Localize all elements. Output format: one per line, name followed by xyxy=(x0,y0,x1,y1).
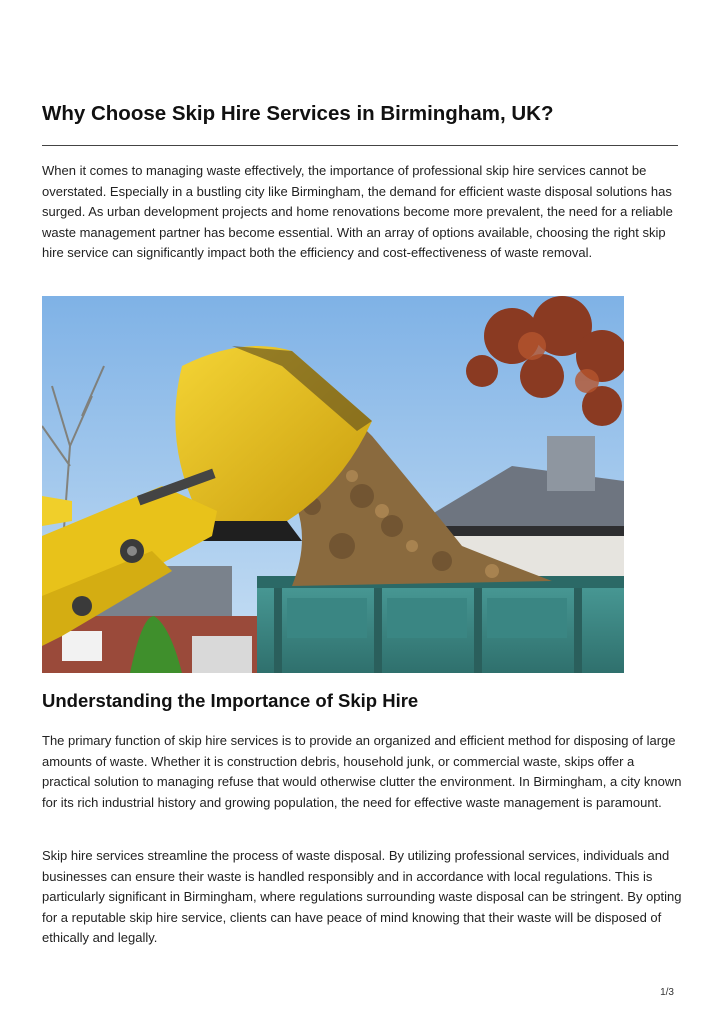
excavator-bucket-dumping-leaves-into-skip-icon xyxy=(42,296,624,673)
page-number: 1/3 xyxy=(660,987,674,998)
section-paragraph-2: Skip hire services streamline the process of waste disposal. By utilizing professional services, individuals and businesses can ensure their waste is handled responsibly and in accordance with local regulations. This is particularly significant in Birmingham, where regulations surrounding waste disposal can be stringent. By opting for a reputable skip hire service, clients can have peace of mind knowing that their waste will be disposed of ethically and legally. xyxy=(42,848,682,946)
intro-paragraph: When it comes to managing waste effectively, the importance of professional skip hire services cannot be overstated. Especially in a bustling city like Birmingham, the demand for efficient waste disposal solutions has surged. As urban development projects and home renovations become more prevalent, the need for a reliable waste management partner has become essential. With an array of options available, choosing the right skip hire service can significantly impact both the efficiency and cost-effectiveness of waste removal. xyxy=(42,163,673,261)
title-divider xyxy=(42,145,678,146)
page-title: Why Choose Skip Hire Services in Birmingham, UK? xyxy=(42,102,554,125)
skip-hire-photo xyxy=(42,296,624,673)
section-heading: Understanding the Importance of Skip Hire xyxy=(42,690,419,711)
section-paragraph-1: The primary function of skip hire services is to provide an organized and efficient method for disposing of large amounts of waste. Whether it is construction debris, household junk, or commercial waste, skips offer a practical solution to managing refuse that would otherwise clutter the environment. In Birmingham, a city known for its rich industrial history and growing population, the need for effective waste management is paramount. xyxy=(42,733,682,810)
